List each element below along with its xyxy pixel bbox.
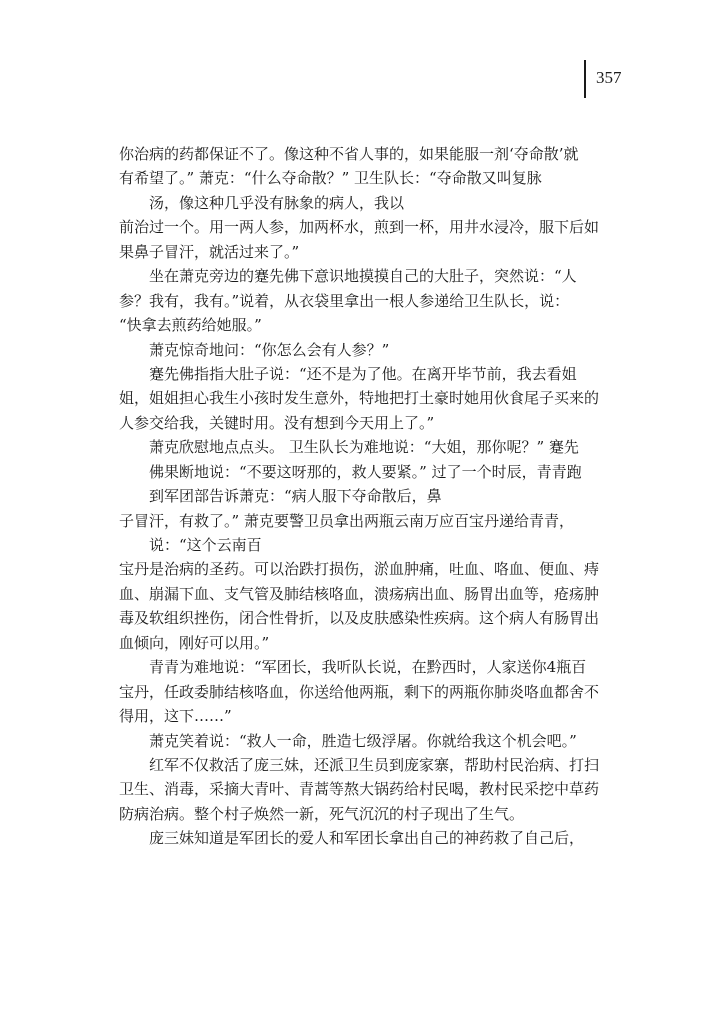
text-line: 说：“这个云南百 [149,536,262,554]
text-line: 有希望了。” 萧克：“什么夺命散？” 卫生队长：“夺命散又叫复脉 [119,169,542,188]
text-line: 前治过一个。用一两人参，加两杯水，煎到一杯，用井水浸冷，服下后如 [119,218,600,237]
text-line: 子冒汗，有救了。” 萧克要警卫员拿出两瓶云南万应百宝丹递给青青， [119,511,574,530]
text-line: 佛果断地说：“不要这呀那的，救人要紧。” 过了一个时辰，青青跑 [149,462,582,481]
text-line: 青青为难地说：“军团长，我听队长说，在黔西时，人家送你4瓶百 [149,658,587,677]
text-line: 参？我有，我有。”说着，从衣袋里拿出一根人参递给卫生队长，说： [119,291,570,310]
text-line: 红军不仅救活了庞三妹，还派卫生员到庞家寨，帮助村民治病、打扫 [149,755,600,774]
text-line: 萧克惊奇地问：“你怎么会有人参？” [149,340,390,359]
text-line: 汤，像这种几乎没有脉象的病人，我以 [149,193,405,212]
text-line: 庞三妹知道是军团长的爱人和军团长拿出自己的神药救了自己后， [149,829,585,848]
text-line: 宝丹是治病的圣药。可以治跌打损伤，淤血肿痛，吐血、咯血、便血、痔 [119,560,600,579]
page-number-rule [584,60,586,98]
text-line: 到军团部告诉萧克：“病人服下夺命散后，鼻 [149,487,442,506]
text-line: 得用，这下……” [119,707,232,726]
page-number: 357 [596,68,622,87]
text-line: 血、崩漏下血、支气管及肺结核咯血，溃疡病出血、肠胃出血等，疮疡肿 [119,584,600,603]
text-line: 血倾向，刚好可以用。” [119,633,270,652]
text-line: 毒及软组织挫伤，闭合性骨折，以及皮肤感染性疾病。这个病人有肠胃出 [119,609,600,628]
text-line: 你治病的药都保证不了。像这种不省人事的，如果能服一剂‘夺命散’就 [119,145,579,163]
text-line: 果鼻子冒汗，就活过来了。” [119,242,300,261]
text-line: 萧克笑着说：“救人一命，胜造七级浮屠。你就给我这个机会吧。” [149,731,577,750]
text-line: 人参交给我，关键时用。没有想到今天用上了。” [119,413,435,432]
text-line: 姐，姐姐担心我生小孩时发生意外，特地把打土豪时她用伙食尾子买来的 [119,389,600,408]
text-line: 坐在萧克旁边的蹇先佛下意识地摸摸自己的大肚子，突然说：“人 [149,267,577,286]
text-line: 萧克欣慰地点点头。 卫生队长为难地说：“大姐，那你呢？” 蹇先 [149,438,579,457]
text-line: 防病治病。整个村子焕然一新，死气沉沉的村子现出了生气。 [119,804,525,823]
text-line: “快拿去煎药给她服。” [119,316,262,335]
body-text [119,142,639,851]
text-line: 宝丹，任政委肺结核咯血，你送给他两瓶，剩下的两瓶你肺炎咯血都舍不 [119,682,600,701]
text-line: 蹇先佛指指大肚子说：“还不是为了他。在离开毕节前，我去看姐 [149,364,577,383]
text-line: 卫生、消毒，采摘大青叶、青蒿等熬大锅药给村民喝，教村民采挖中草药 [119,780,600,799]
